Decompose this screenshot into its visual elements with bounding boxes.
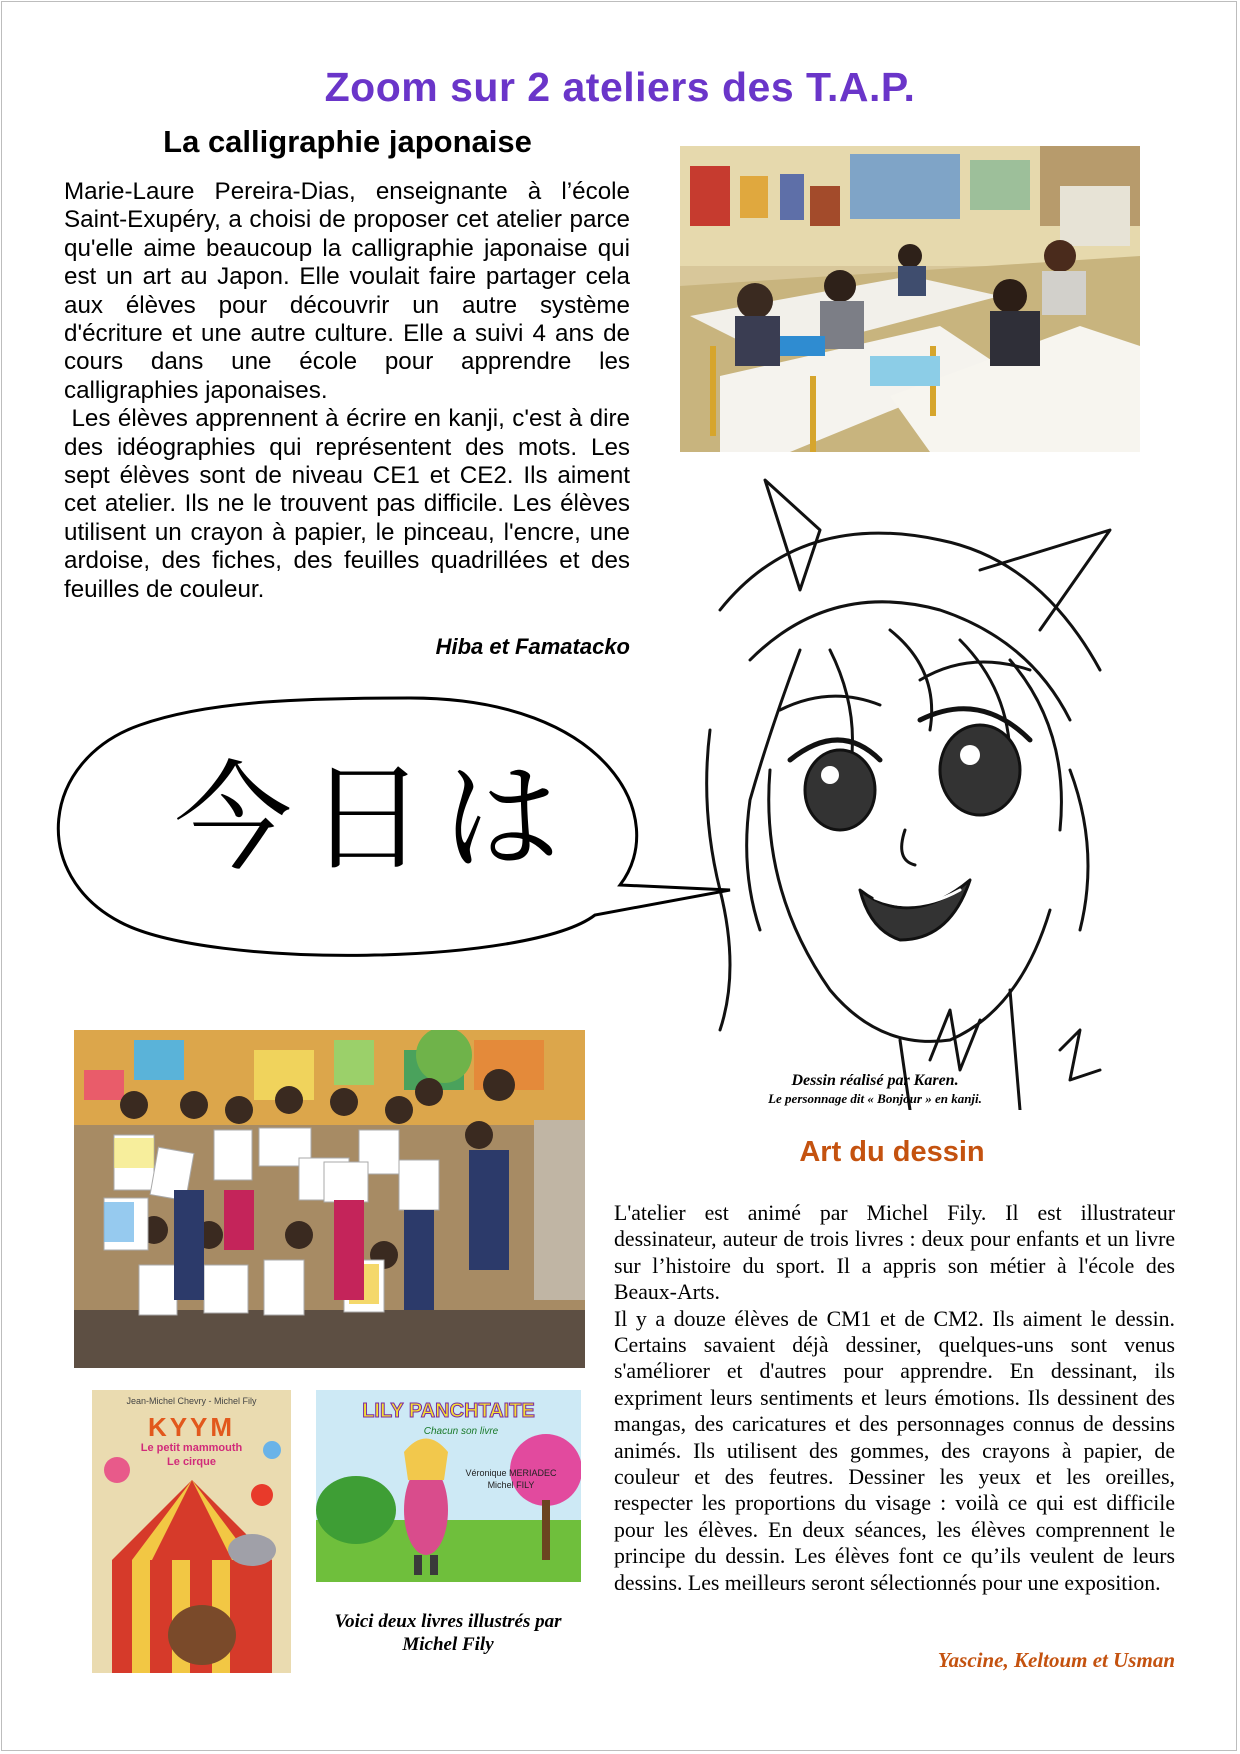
book1-subtitle: Le petit mammouth bbox=[140, 1442, 243, 1454]
book2-subtitle: Chacun son livre bbox=[423, 1426, 499, 1437]
art-paragraph-2: Il y a douze élèves de CM1 et de CM2. Ils aiment le dessin. Certains savaient déjà dessiner, quelques-uns sont venus s'améliorer et d'autres pour apprendre. En dessinant, ils expriment leurs sentiments et leurs émotions. Ils dessinent des mangas, des caricatures et des personnages connus de dessins animés. Ils utilisent des gommes, des crayons à papier, de couleur et des feutres. Dessiner les yeux et les oreilles, respecter les proportions du visage : voilà ce qui est difficile pour les élèves. En deux séances, les élèves comprennent le principe du dessin. Les élèves font ce qu’ils veulent de leurs dessins. Les meilleurs seront sélectionnés pour une exposition. bbox=[614, 1306, 1186, 1595]
drawing-caption-line-2: Le personnage dit « Bonjour » en kanji. bbox=[768, 1091, 982, 1106]
left-ear-shape bbox=[765, 480, 820, 590]
drawing-caption-line-1: Dessin réalisé par Karen. bbox=[791, 1072, 959, 1089]
book1-subtitle2: Le cirque bbox=[167, 1456, 216, 1468]
kanji-greeting: 今日は bbox=[173, 749, 576, 887]
art-heading: Art du dessin bbox=[799, 1136, 985, 1168]
calligraphy-paragraph-1: Marie-Laure Pereira-Dias, enseignante à l’école Saint-Exupéry, a choisi de proposer cet atelier parce qu'elle aime beaucoup la calligraphie japonaise qui est un art au Japon. Elle voulait faire partager cela aux élèves pour découvrir un autre système d'écriture et une autre culture. Elle a suivi 4 ans de cours dans une école pour apprendre les calligraphies japonaises. bbox=[64, 178, 630, 404]
book1-authors: Jean-Michel Chevry - Michel Fily bbox=[126, 1396, 257, 1406]
calligraphy-text bbox=[64, 178, 637, 604]
book1-title: KYYM bbox=[147, 1412, 236, 1442]
classroom-photo bbox=[680, 146, 1140, 452]
group-photo bbox=[74, 1030, 585, 1368]
book2-author2: Michel FILY bbox=[487, 1480, 535, 1490]
books-caption: Voici deux livres illustrés par Michel Fily bbox=[334, 1611, 562, 1655]
art-paragraph-1: L'atelier est animé par Michel Fily. Il est illustrateur dessinateur, auteur de trois livres : deux pour enfants et un livre sur l’histoire du sport. Il a appris son métier à l'école des Beaux-Arts. bbox=[614, 1201, 1175, 1305]
art-authors: Yascine, Keltoum et Usman bbox=[937, 1648, 1175, 1672]
drawing-caption bbox=[690, 1072, 1060, 1107]
page-title: Zoom sur 2 ateliers des T.A.P. bbox=[324, 64, 916, 110]
book2-title: LILY PANCHTAITE bbox=[362, 1400, 535, 1422]
calligraphy-paragraph-2: Les élèves apprennent à écrire en kanji, c'est à dire des idéographies qui représentent des mots. Les sept élèves sont de niveau CE1 et CE2. Ils aiment cet atelier. Ils ne le trouvent pas difficile. Les élèves utilisent un crayon à papier, le pinceau, l'encre, une ardoise, des fiches, des feuilles quadrillées et des feuilles de couleur. bbox=[64, 405, 637, 603]
book-cover-lily bbox=[316, 1390, 581, 1582]
calligraphy-authors: Hiba et Famatacko bbox=[435, 634, 630, 659]
calligraphy-heading: La calligraphie japonaise bbox=[163, 124, 532, 159]
book-cover-kyym bbox=[92, 1390, 291, 1673]
right-ear-shape bbox=[980, 530, 1110, 630]
art-text bbox=[614, 1200, 1186, 1596]
book2-author1: Véronique MERIADEC bbox=[465, 1468, 557, 1478]
